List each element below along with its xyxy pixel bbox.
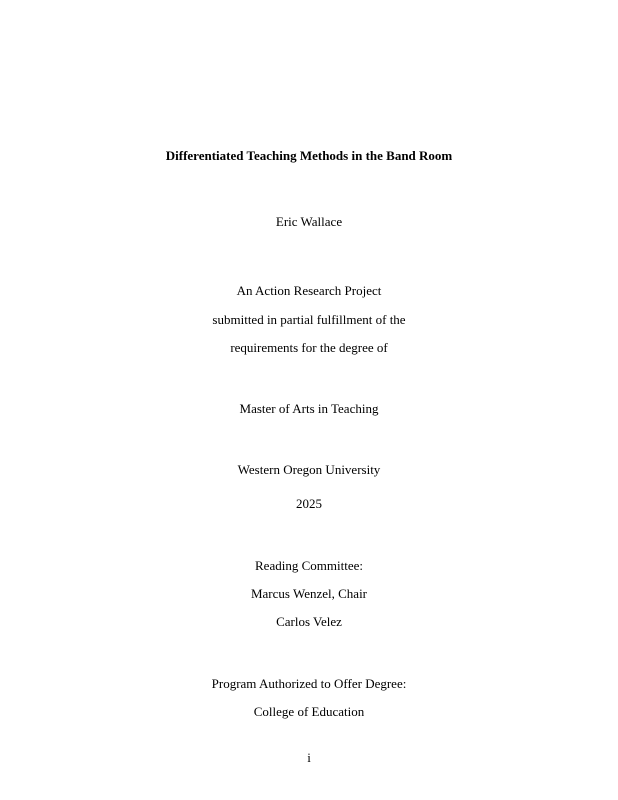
page-number: i: [307, 750, 311, 765]
submission-line-3: requirements for the degree of: [230, 340, 388, 355]
degree-name: Master of Arts in Teaching: [239, 401, 379, 416]
university-name: Western Oregon University: [237, 462, 381, 477]
committee-member: Carlos Velez: [276, 614, 342, 629]
document-title: Differentiated Teaching Methods in the Band Room: [165, 148, 453, 163]
committee-heading: Reading Committee:: [255, 558, 363, 573]
committee-member: Marcus Wenzel, Chair: [250, 586, 368, 601]
program-name: College of Education: [253, 704, 365, 719]
submission-line-1: An Action Research Project: [236, 283, 382, 298]
year: 2025: [296, 496, 322, 511]
program-heading: Program Authorized to Offer Degree:: [211, 676, 407, 691]
author-name: Eric Wallace: [275, 214, 343, 229]
submission-line-2: submitted in partial fulfillment of the: [212, 312, 406, 327]
